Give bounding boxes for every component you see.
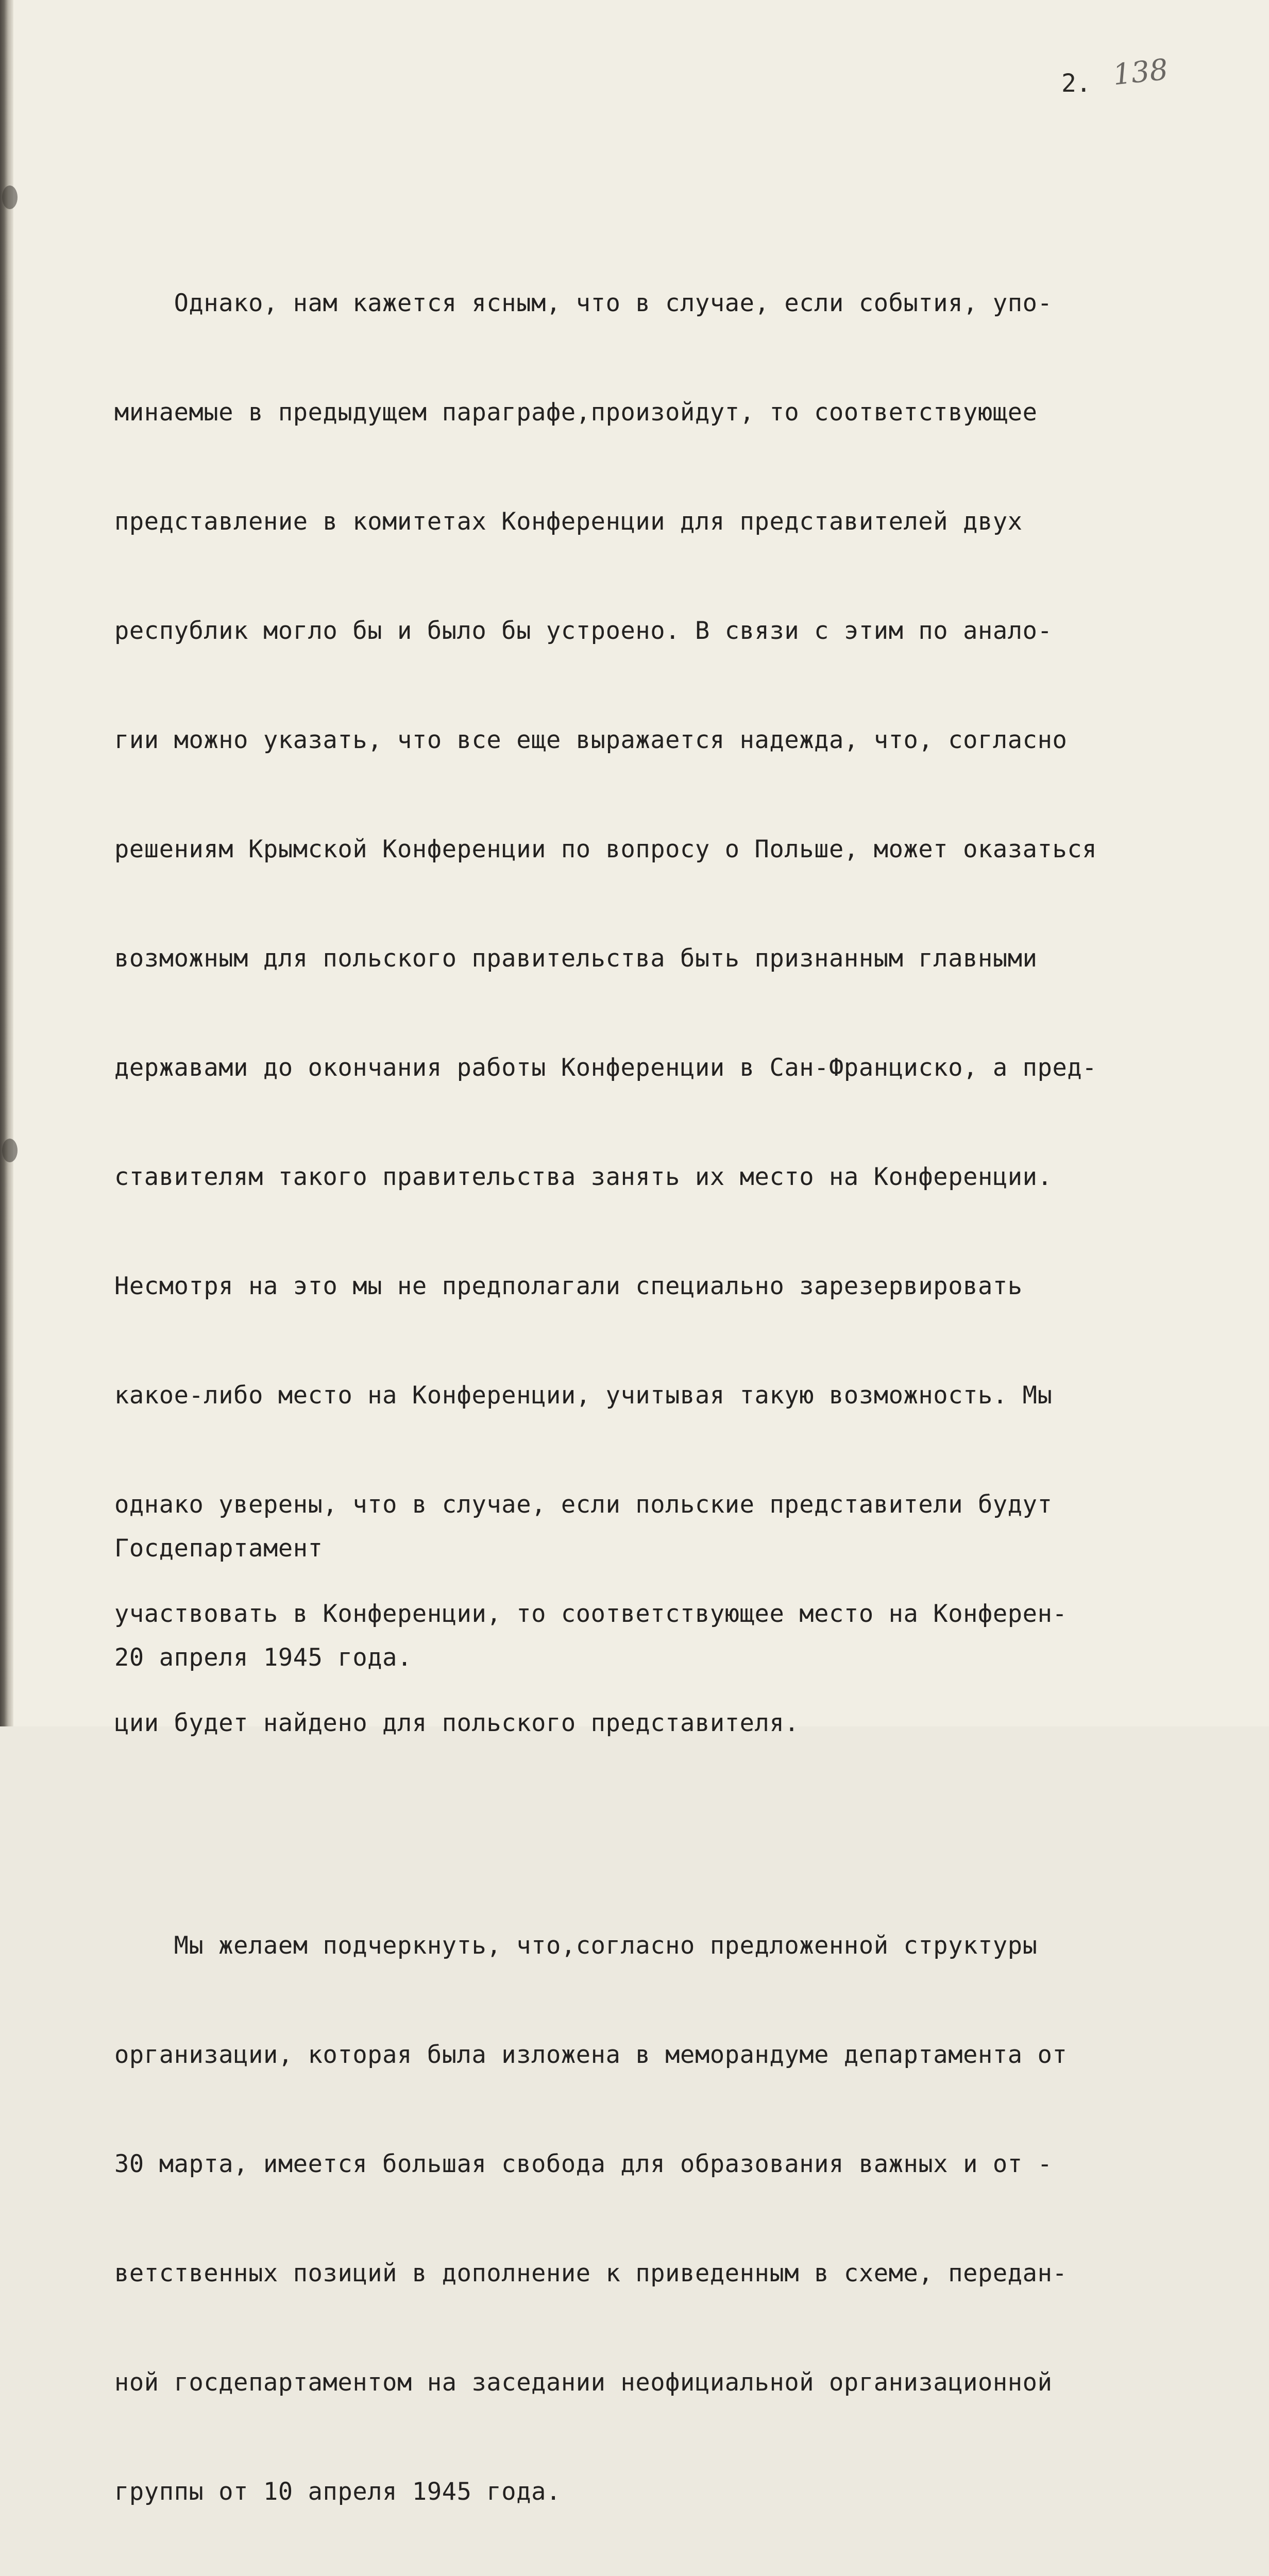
signature-block: [114, 1466, 412, 1741]
text-line: 30 марта, имеется большая свобода для образования важных и от -: [114, 2150, 1053, 2178]
text-line: однако уверены, что в случае, если польские представители будут: [114, 1490, 1053, 1519]
text-line: возможным для польского правительства быть признанным главными: [114, 944, 1038, 973]
text-line: ной госдепартаментом на заседании неофициальной организационной: [114, 2368, 1053, 2397]
text-line: минаемые в предыдущем параграфе,произойдут, то соответствующее: [114, 398, 1038, 427]
signature-date: 20 апреля 1945 года.: [114, 1643, 412, 1672]
text-line: какое-либо место на Конференции, учитывая такую возможность. Мы: [114, 1381, 1053, 1410]
signature-department: Госдепартамент: [114, 1534, 323, 1563]
binding-edge: [0, 0, 13, 1726]
text-line: Однако, нам кажется ясным, что в случае, если события, упо-: [114, 289, 1053, 317]
page-number: 2.: [1061, 69, 1091, 98]
text-line: республик могло бы и было бы устроено. В связи с этим по анало-: [114, 617, 1053, 645]
text-line: ставителям такого правительства занять их место на Конференции.: [114, 1163, 1053, 1191]
punch-hole: [2, 1139, 18, 1162]
text-line: гии можно указать, что все еще выражается надежда, что, согласно: [114, 726, 1068, 754]
text-line: ции будет найдено для польского представителя.: [114, 1709, 800, 1737]
text-line: Мы желаем подчеркнуть, что,согласно предложенной структуры: [114, 1931, 1038, 1960]
text-line: представление в комитетах Конференции для представителей двух: [114, 507, 1023, 536]
body-text: [114, 164, 1097, 2576]
text-line: ветственных позиций в дополнение к приведенным в схеме, передан-: [114, 2259, 1068, 2287]
text-line: решениям Крымской Конференции по вопросу о Польше, может оказаться: [114, 835, 1097, 863]
text-line: державами до окончания работы Конференции в Сан-Франциско, а пред-: [114, 1054, 1097, 1082]
paragraph: [114, 1863, 1097, 2575]
text-line: Несмотря на это мы не предполагали специально зарезервировать: [114, 1272, 1023, 1300]
text-line: группы от 10 апреля 1945 года.: [114, 2478, 561, 2506]
handwritten-folio-number: 138: [1111, 53, 1170, 92]
text-line: участвовать в Конференции, то соответствующее место на Конферен-: [114, 1600, 1068, 1628]
punch-hole: [2, 185, 18, 209]
text-line: организации, которая была изложена в меморандуме департамента от: [114, 2041, 1068, 2069]
